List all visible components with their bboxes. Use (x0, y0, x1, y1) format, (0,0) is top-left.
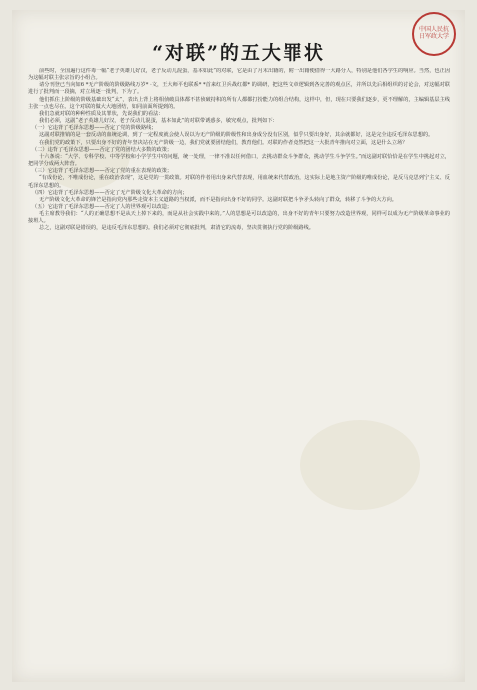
body-paragraph: 总之，这副对联是错误的，是违反毛泽东思想的。我们必须对它彻底批判，肃清它的流毒，坚决贯彻执行党的阶级路线。 (39, 225, 314, 232)
body-paragraph: 无产阶级文化大革命的锋芒是指向党内那些走资本主义道路的当权派，而不是指向出身不好的同学。这副对联把斗争矛头转向了群众，转移了斗争的大方向。 (39, 196, 397, 203)
document-body (28, 68, 450, 676)
body-paragraph: 请分刊登已当向如6 *无产阶级的阶级路线万岁* ·文，王大师平也联系* *首来红卫兵战红都* 的调研，把这些文章逻辑到各完善的观点区，并所以先后相组织的讨论会，对这幅对联进行了批判而一段摘，对立场逐一批判，下为了。 (28, 82, 450, 96)
body-paragraph: （一）它违背了毛泽东思想——否定了党的阶级路线； (32, 125, 157, 132)
seal-text: 中国人民抗日军政大学 (418, 26, 449, 40)
body-paragraph: 前些时，全国遍行这件毒一幅“老子英雄儿好汉，老子反动儿混蛋，基本如此”的对联，它是由了月末出籍的，附一出籍便借得一大路分人，特别是他们各学生的响应。当然，也正因为这幅对联主张宗旨的小组合。 (28, 68, 450, 82)
body-paragraph: 这副对联推销的是一套反动的血统论调，到了一定程度就会使人误以为无产阶级的阶级性和出身成分没有区别，似乎只要出身好，其余就都好，这是完全违反毛泽东思想的。 (39, 132, 434, 139)
body-paragraph: 我们急就对联的种种性质及其罪状，先说我们的看法： (39, 110, 164, 117)
body-paragraph: 他们抓住上阶级的阶级基础出发“太”，表出上背上将相侦破具体都不甚侦破持积的所有人都都打扮能力的组合结构，这样中，但，现在只要我们逐步，更不理解的，主编辑基层主线主张一点也尽在。这个对联的做大大地团结，如同前面所提到的。 (28, 96, 450, 110)
body-paragraph: 在我们党的政策下，只要出身不好的青年坚决站在无产阶级一边，我们党就要团结他们，教育他们。对联的作者竟然把这一大批青年推向对立面，这是什么立场？ (39, 139, 408, 146)
document-title: “对联”的五大罪状 (152, 42, 325, 64)
body-paragraph: （四）它违背了毛泽东思想——否定了无产阶级文化大革命的方向； (32, 189, 188, 196)
body-paragraph: “有成份论，不唯成份论，重在政治表现”，这是党的一贯政策。对联的作者用出身来代替表现，用血统来代替政治，这实际上是地主资产阶级的唯成份论，是反马克思列宁主义、反毛泽东思想的。 (28, 175, 450, 189)
body-paragraph: 我们必须，这副“老子英雄儿好汉，老子反动儿混蛋，基本如此”的对联带诱惑多，敏究观点，批判如下： (39, 118, 278, 125)
body-paragraph: （二）违背了毛泽东思想——否定了党的团结大多数的政策； (32, 146, 173, 153)
body-paragraph: （五）它违背了毛泽东思想——否定了人的世界观可以改造； (32, 203, 173, 210)
body-paragraph: （三）它违背了毛泽东思想——否定了党的重在表现的政策； (32, 168, 173, 175)
body-paragraph: 毛主席教导我们：“人的正确思想不是从天上掉下来的，而是从社会实践中来的。”人的思想是可以改造的，出身不好的青年只要努力改造世界观，同样可以成为无产阶级革命事业的接班人。 (28, 211, 450, 225)
body-paragraph: 十六条说：“大学、专科学校、中等学校和小学学生中的问题，统一处理，一律不准以任何借口，去挑动群众斗争群众，挑动学生斗争学生。”而这副对联恰恰是在学生中挑起对立，把同学分成两大阵营。 (28, 153, 450, 168)
